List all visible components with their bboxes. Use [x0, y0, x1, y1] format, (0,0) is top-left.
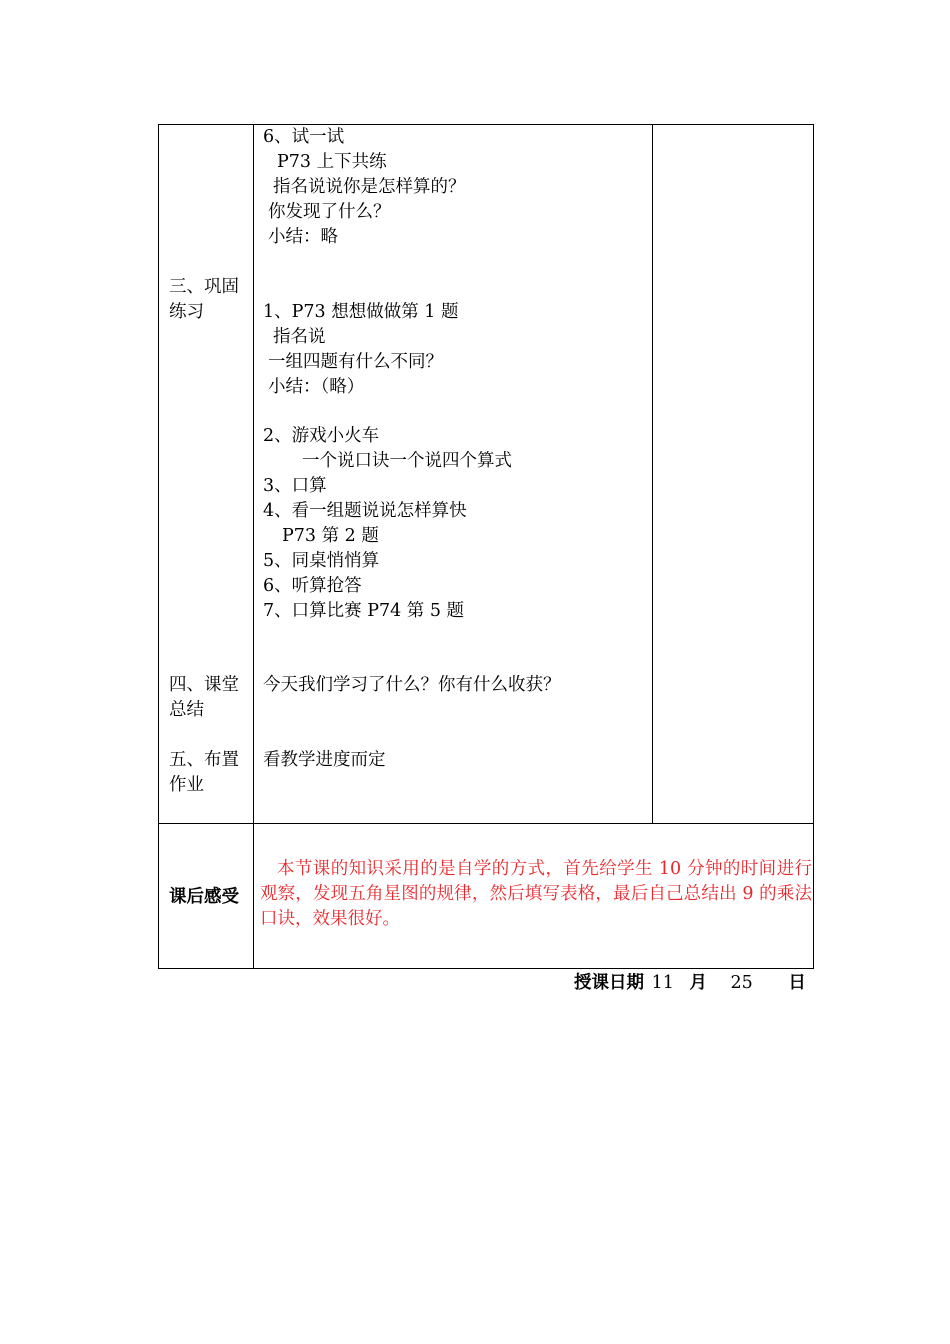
lesson-plan-table: [158, 124, 814, 969]
column-divider-left: [253, 125, 254, 969]
reflection-label: 课后感受: [169, 886, 239, 906]
try-line-1: P73 上下共练: [277, 152, 387, 172]
exercise-2-line-1: 一个说口诀一个说四个算式: [302, 451, 512, 471]
section-label-consolidate: 三、巩固练习: [169, 277, 239, 322]
date-day-label: 日: [788, 972, 806, 992]
exercise-4: 4、看一组题说说怎样算快: [263, 501, 467, 521]
exercise-1-title: 1、P73 想想做做第 1 题: [263, 302, 459, 322]
exercise-1-line-3: 小结：（略）: [268, 377, 365, 397]
exercise-7: 7、口算比赛 P74 第 5 题: [263, 601, 465, 621]
try-line-2: 指名说说你是怎样算的？: [273, 177, 466, 197]
try-line-4: 小结：略: [268, 227, 338, 247]
date-label: 授课日期: [574, 972, 644, 992]
date-month-label: 月: [689, 972, 707, 992]
exercise-6: 6、听算抢答: [263, 576, 362, 596]
exercise-5: 5、同桌悄悄算: [263, 551, 380, 571]
try-line-3: 你发现了什么？: [268, 202, 391, 222]
column-divider-notes: [652, 125, 653, 823]
lesson-date: [574, 970, 806, 996]
exercise-1-line-1: 指名说: [273, 327, 326, 347]
row-divider-reflection: [159, 823, 814, 824]
reflection-text: [260, 857, 812, 932]
summary-text: 今天我们学习了什么？你有什么收获？: [263, 675, 561, 695]
exercise-1-line-2: 一组四题有什么不同？: [268, 352, 443, 372]
reflection-text-content: 本节课的知识采用的是自学的方式，首先给学生 10 分钟的时间进行观察，发现五角星图的规律，然后填写表格，最后自己总结出 9 的乘法口诀，效果很好。: [260, 859, 812, 929]
homework-text: 看教学进度而定: [263, 750, 386, 770]
section-label-homework: 五、布置作业: [169, 750, 239, 795]
exercise-3: 3、口算: [263, 476, 327, 496]
exercise-4-line-1: P73 第 2 题: [282, 526, 379, 546]
try-title: 6、试一试: [263, 127, 345, 147]
date-day-number: 25: [730, 973, 753, 993]
exercise-2-title: 2、游戏小火车: [263, 426, 380, 446]
section-label-summary: 四、课堂总结: [169, 675, 239, 720]
date-month-number: 11: [651, 973, 674, 993]
